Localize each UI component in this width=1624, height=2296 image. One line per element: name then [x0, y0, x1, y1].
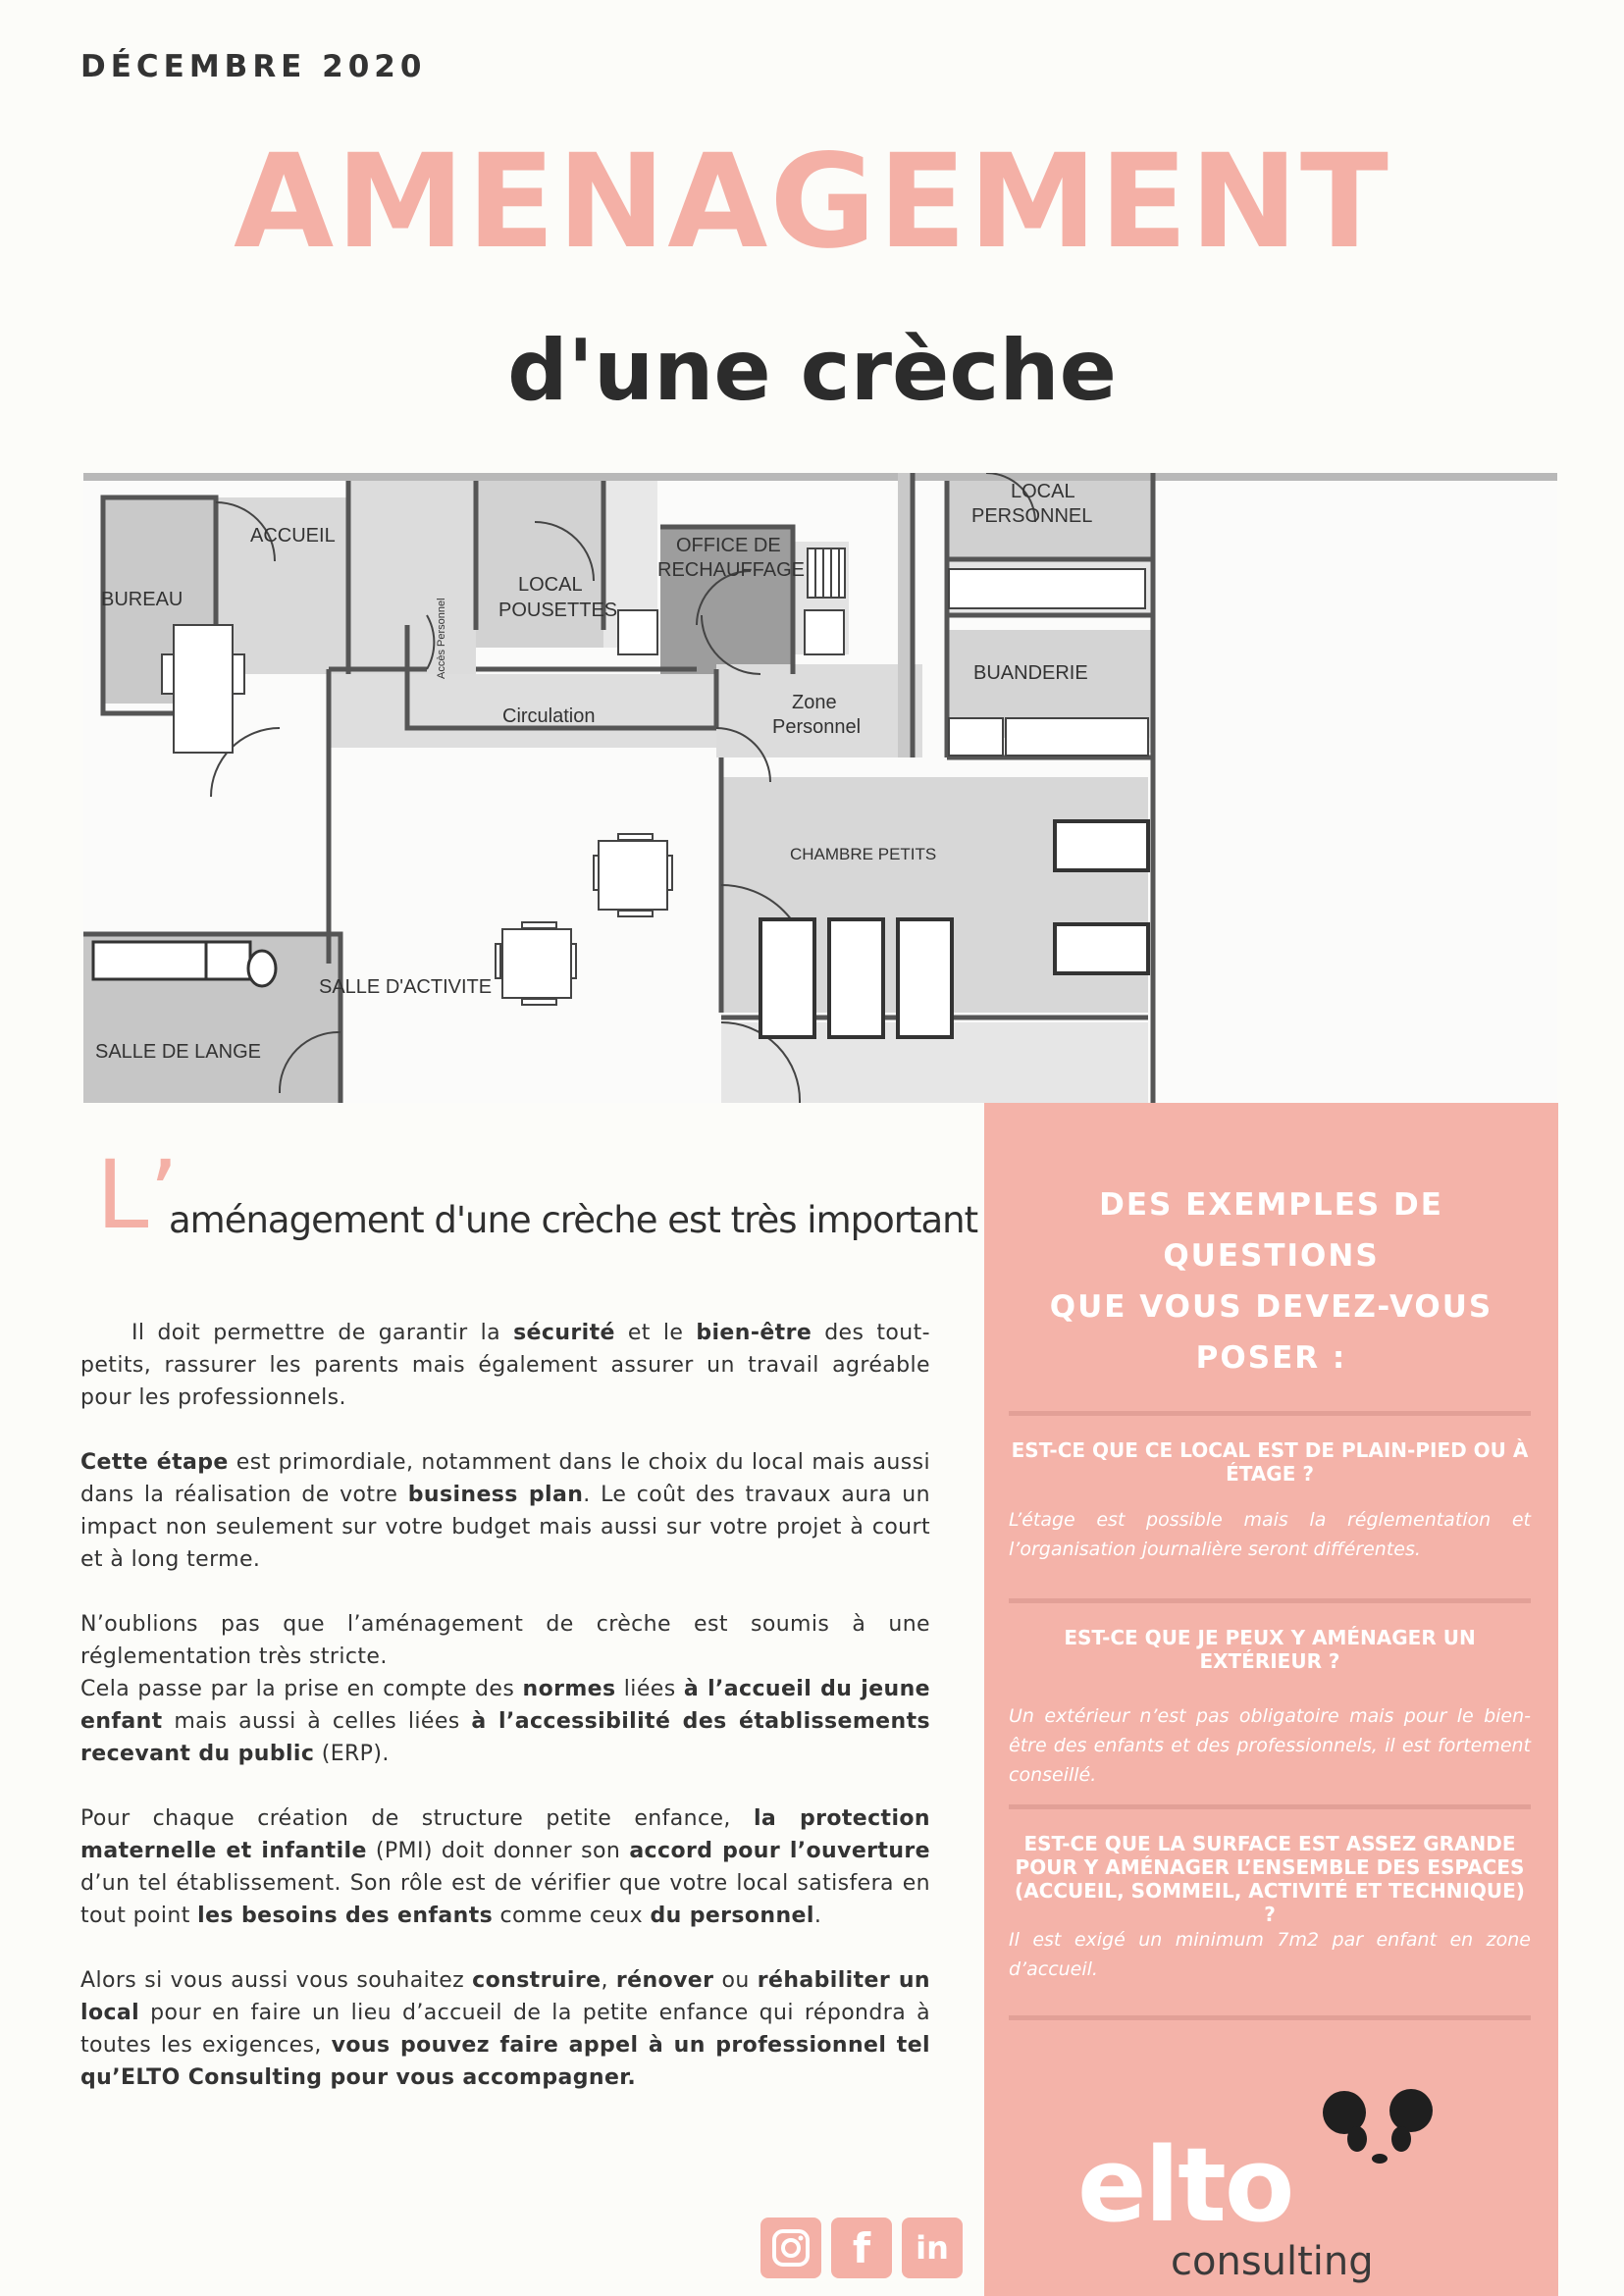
body-text [80, 1317, 930, 2126]
paragraph-3: N’oublions pas que l’aménagement de crèche est soumis à une réglementation très stricte. Cela passe par la prise en compte des normes liées à l’accueil du jeune enfant mais aussi à celles liées à l’accessibilité des établissements recevant du public (ERP). [80, 1612, 930, 1766]
drop-letter: L’ [96, 1140, 179, 1250]
logo-wordmark: elto [1077, 2125, 1293, 2245]
panel-heading: DES EXEMPLES DE QUESTIONS QUE VOUS DEVEZ-VOUS POSER : [1049, 1187, 1493, 1376]
plan-label-office-1: OFFICE DE [676, 535, 781, 556]
floor-plan [83, 473, 1557, 1103]
plan-label-chambre-petits: CHAMBRE PETITS [790, 845, 937, 863]
plan-label-salle-activite: SALLE D'ACTIVITE [319, 976, 493, 998]
plan-label-salle-de-lange: SALLE DE LANGE [95, 1041, 261, 1063]
plan-label-zone-personnel-2: Personnel [772, 716, 862, 738]
question-answer: Il est exigé un minimum 7m2 par enfant en zone d’accueil. [1009, 1929, 1531, 1980]
divider [1009, 1598, 1531, 1603]
paragraph-2: Cette étape est primordiale, notamment dans le choix du local mais aussi dans la réalisation de votre business plan. Le coût des travaux aura un impact non seulement sur votre budget mais aussi sur votre projet à court et à long terme. [80, 1450, 930, 1572]
panda-icon [1313, 2085, 1441, 2168]
divider [1009, 1411, 1531, 1416]
linkedin-icon[interactable]: in [902, 2218, 963, 2278]
date-label: DÉCEMBRE 2020 [80, 49, 427, 84]
paragraph-1: Il doit permettre de garantir la sécurité et le bien-être des tout-petits, rassurer les parents mais également assurer un travail agréable pour les professionnels. [80, 1321, 930, 1410]
page-subtitle: d'une crèche [507, 322, 1117, 420]
divider [1009, 2015, 1531, 2020]
question-answer: L’étage est possible mais la réglementation et l’organisation journalière seront différentes. [1009, 1509, 1531, 1560]
social-links [760, 2218, 963, 2278]
facebook-icon[interactable]: f [831, 2218, 892, 2278]
plan-label-bureau: BUREAU [101, 589, 183, 610]
plan-label-accueil: ACCUEIL [250, 525, 336, 547]
plan-label-local-personnel-1: LOCAL [1011, 481, 1075, 502]
plan-label-local-pousettes-1: LOCAL [518, 574, 583, 596]
plan-label-local-pousettes-2: POUSETTES [498, 600, 618, 621]
paragraph-4: Pour chaque création de structure petite enfance, la protection maternelle et infantile (PMI) doit donner son accord pour l’ouverture d’un tel établissement. Son rôle est de vérifier que votre local satisfera en tout point les besoins des enfants comme ceux du personnel. [80, 1806, 930, 1928]
divider [1009, 1804, 1531, 1809]
plan-label-zone-personnel-1: Zone [792, 692, 837, 713]
question-title: EST-CE QUE CE LOCAL EST DE PLAIN-PIED OU À ÉTAGE ? [1011, 1438, 1529, 1486]
intro-heading: aménagement d'une crèche est très important [169, 1199, 978, 1241]
paragraph-5: Alors si vous aussi vous souhaitez construire, rénover ou réhabiliter un local pour en faire un lieu d’accueil de la petite enfance qui répondra à toutes les exigences, vous pouvez faire appel à un professionnel tel qu’ELTO Consulting pour vous accompagner. [80, 1968, 930, 2090]
question-title: EST-CE QUE JE PEUX Y AMÉNAGER UN EXTÉRIEUR ? [1064, 1626, 1476, 1673]
plan-label-local-personnel-2: PERSONNEL [971, 505, 1093, 527]
plan-label-office-2: RECHAUFFAGE [657, 559, 806, 581]
question-title: EST-CE QUE LA SURFACE EST ASSEZ GRANDE POUR Y AMÉNAGER L’ENSEMBLE DES ESPACES (ACCUEIL, SOMMEIL, ACTIVITÉ ET TECHNIQUE) ? [1015, 1832, 1525, 1926]
page-title: AMENAGEMENT [234, 127, 1390, 278]
elto-logo [1077, 2085, 1490, 2296]
plan-label-buanderie: BUANDERIE [973, 662, 1088, 684]
logo-tagline: consulting [1171, 2239, 1374, 2284]
plan-label-circulation: Circulation [502, 705, 596, 727]
instagram-icon[interactable] [760, 2218, 821, 2278]
question-answer: Un extérieur n’est pas obligatoire mais pour le bien-être des enfants et des professionnels, il est fortement conseillé. [1009, 1705, 1531, 1786]
plan-label-acces-personnel: Accès Personnel [436, 598, 447, 679]
